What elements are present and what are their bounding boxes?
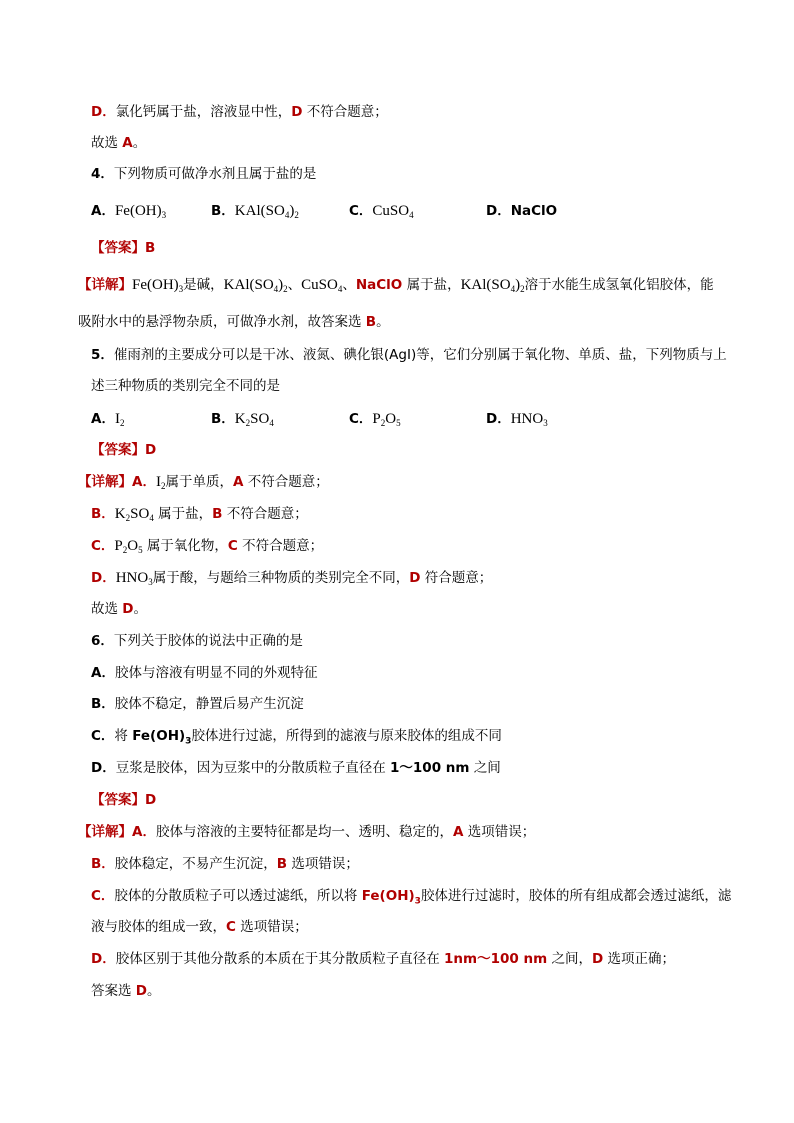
question-5-cont: 述三种物质的类别完全不同的是 <box>91 378 280 394</box>
detail-6-c-cont: 液与胶体的组成一致，C 选项错误； <box>91 919 308 935</box>
option-c: C．CuSO$_4$ <box>349 203 414 220</box>
detail-6-c: C．胶体的分散质粒子可以透过滤纸，所以将 $Fe(OH)_3$胶体进行过滤时，胶体的所有组成都会透过滤纸，滤 <box>91 888 732 907</box>
conclusion-6: 答案选 D。 <box>91 983 161 999</box>
question-6-option-c: C．将 $Fe(OH)_3$胶体进行过滤，所得到的滤液与原来胶体的组成不同 <box>91 728 502 747</box>
detail-6-b: B．胶体稳定，不易产生沉淀，B 选项错误； <box>91 856 359 872</box>
conclusion-5: 故选 D。 <box>91 601 148 617</box>
question-6-option-a: A．胶体与溶液有明显不同的外观特征 <box>91 665 318 681</box>
explanation-line-d: D．氯化钙属于盐，溶液显中性，D 不符合题意； <box>91 104 388 120</box>
detail-6-d: D．胶体区别于其他分散系的本质在于其分散质粒子直径在 1nm～100 nm 之间，D 选项正确； <box>91 951 675 967</box>
detail-5-d: D．$HNO_3$属于酸，与题给三种物质的类别完全不同，D 符合题意； <box>91 570 493 587</box>
detail-5-b: B．$K_2SO_4$ 属于盐，B 不符合题意； <box>91 506 308 523</box>
question-6-option-b: B．胶体不稳定，静置后易产生沉淀 <box>91 696 304 712</box>
answer-6: 【答案】D <box>91 792 157 808</box>
question-6-option-d: D．豆浆是胶体，因为豆浆中的分散质粒子直径在 1～100 nm 之间 <box>91 760 501 776</box>
answer-5: 【答案】D <box>91 442 157 458</box>
detail-5-a: 【详解】A．$I_2$属于单质，A 不符合题意； <box>78 474 329 491</box>
detail-6-a: 【详解】A．胶体与溶液的主要特征都是均一、透明、稳定的，A 选项错误； <box>78 824 536 840</box>
detail-4-cont: 吸附水中的悬浮物杂质，可做净水剂，故答案选 B。 <box>78 314 390 330</box>
answer-4: 【答案】B <box>91 240 156 256</box>
option-a: A．$I_2$ <box>91 411 125 428</box>
option-b: B．$K_2SO_4$ <box>211 411 274 428</box>
option-c: C．$P_2O_5$ <box>349 411 401 428</box>
conclusion-line: 故选 A。 <box>91 135 147 151</box>
option-b: B．$KAl(SO_4)_2$ <box>211 203 299 220</box>
question-4: 4．下列物质可做净水剂且属于盐的是 <box>91 166 317 182</box>
question-5: 5．催雨剂的主要成分可以是干冰、液氮、碘化银(AgI)等，它们分别属于氧化物、单质、盐，下列物质与上 <box>91 347 727 363</box>
option-a: A．$Fe(OH)_3$ <box>91 203 167 220</box>
detail-5-c: C．$P_2O_5$ 属于氧化物，C 不符合题意； <box>91 538 324 555</box>
detail-4: 【详解】$Fe(OH)_3$是碱，$KAl(SO_4)_2$、CuSO$_4$、NaClO 属于盐，$KAl(SO_4)_2$溶于水能生成氢氧化铝胶体，能 <box>78 277 714 294</box>
option-d: D．NaClO <box>486 203 558 219</box>
option-d: D．$HNO_3$ <box>486 411 548 428</box>
question-6: 6．下列关于胶体的说法中正确的是 <box>91 633 303 649</box>
